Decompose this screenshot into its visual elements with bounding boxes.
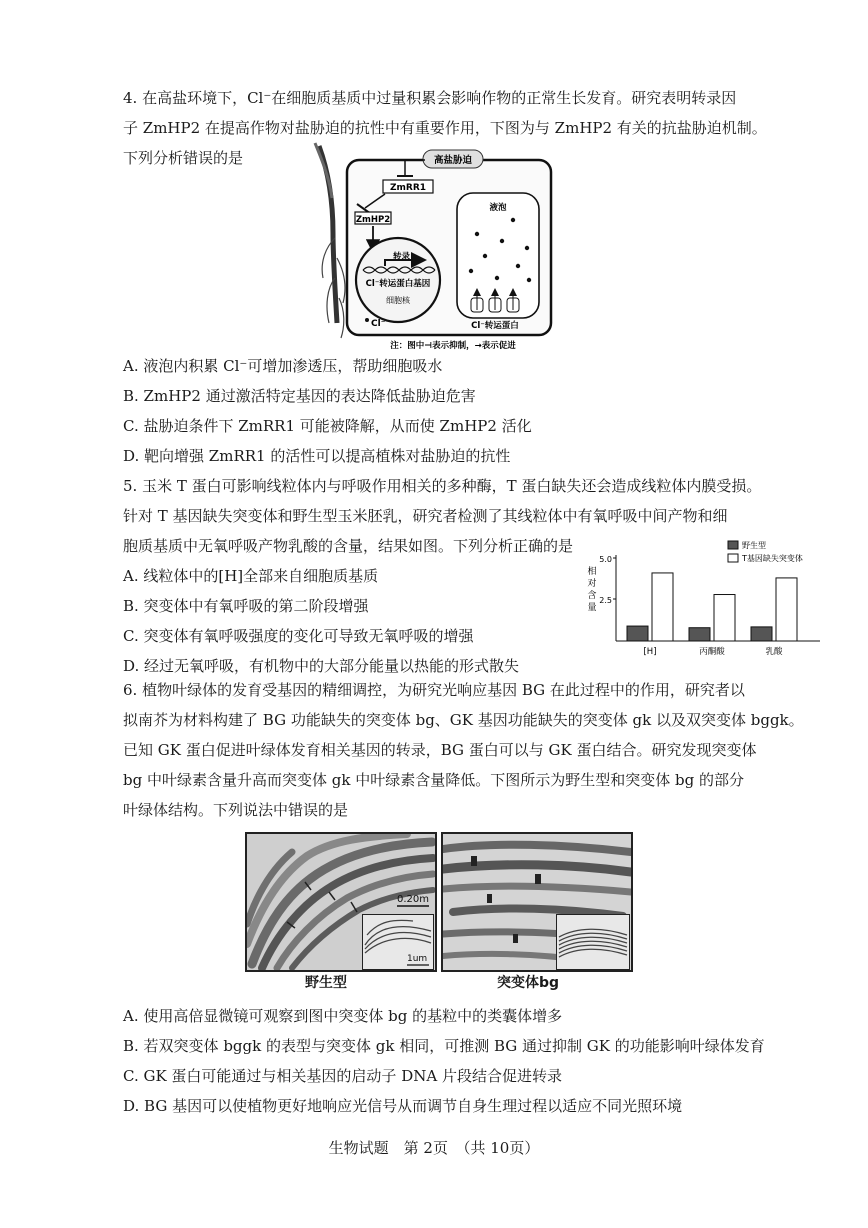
legend-label-0: 野生型 xyxy=(742,541,766,550)
page-footer: 生物试题 第 2页 （共 10页） xyxy=(328,1139,540,1157)
bar-0-0 xyxy=(627,626,648,641)
mutant-bg-micrograph xyxy=(441,832,633,972)
q6-option-d[interactable]: D. BG 基因可以使植物更好地响应光信号从而调节自身生理过程以适应不同光照环境 xyxy=(123,1097,683,1115)
legend-swatch-1 xyxy=(728,554,738,562)
transporter-label: Cl⁻转运蛋白 xyxy=(471,321,519,331)
respiration-bar-chart xyxy=(580,540,825,662)
q4-option-d[interactable]: D. 靶向增强 ZmRR1 的活性可以提高植株对盐胁迫的抗性 xyxy=(123,447,511,465)
q6-stem-line-5: 叶绿体结构。下列说法中错误的是 xyxy=(123,801,349,819)
ytick-top: 5.0 xyxy=(599,555,612,564)
zmrr1-label: ZmRR1 xyxy=(389,183,427,193)
y-label-char-3: 量 xyxy=(587,603,597,613)
q4-salt-stress-diagram xyxy=(305,138,555,353)
q6-stem-line-1: 6. 植物叶绿体的发育受基因的精细调控，为研究光响应基因 BG 在此过程中的作用，研究者以 xyxy=(123,681,745,699)
q6-option-a[interactable]: A. 使用高倍显微镜可观察到图中突变体 bg 的基粒中的类囊体增多 xyxy=(123,1007,563,1025)
q5-option-a[interactable]: A. 线粒体中的[H]全部来自细胞质基质 xyxy=(123,567,379,585)
y-label-char-2: 含 xyxy=(587,591,597,601)
diagram-note: 注：图中⊣表示抑制，→表示促进 xyxy=(390,341,516,351)
q5-option-d[interactable]: D. 经过无氧呼吸，有机物中的大部分能量以热能的形式散失 xyxy=(123,657,520,675)
zmhp2-label: ZmHP2 xyxy=(355,215,391,225)
bar-0-1 xyxy=(652,573,673,641)
y-label-char-1: 对 xyxy=(587,579,597,589)
mutant-bg-caption: 突变体bg xyxy=(497,975,560,991)
q4-option-b[interactable]: B. ZmHP2 通过激活特定基因的表达降低盐胁迫危害 xyxy=(123,387,476,405)
vacuole-label: 液泡 xyxy=(489,203,507,213)
bar-2-1 xyxy=(776,578,797,641)
x-tick-label-1: 丙酮酸 xyxy=(699,647,725,657)
legend-label-1: T基因缺失突变体 xyxy=(742,554,803,563)
q5-stem-line-2: 针对 T 基因缺失突变体和野生型玉米胚乳，研究者检测了其线粒体中有氧呼吸中间产物和细 xyxy=(123,507,728,525)
q5-stem-line-1: 5. 玉米 T 蛋白可影响线粒体内与呼吸作用相关的多种酶，T 蛋白缺失还会造成线粒体内膜受损。 xyxy=(123,477,762,495)
cytoplasm-cl-label: Cl⁻ xyxy=(371,319,386,329)
q5-option-b[interactable]: B. 突变体中有氧呼吸的第二阶段增强 xyxy=(123,597,369,615)
wild-type-micrograph xyxy=(245,832,437,972)
q4-stem-line-1: 4. 在高盐环境下，Cl⁻在细胞质基质中过量积累会影响作物的正常生长发育。研究表明转录因 xyxy=(123,89,737,107)
q6-option-c[interactable]: C. GK 蛋白可能通过与相关基因的启动子 DNA 片段结合促进转录 xyxy=(123,1067,562,1085)
high-salt-stress-label: 高盐胁迫 xyxy=(433,155,473,166)
seedling-icon xyxy=(315,143,345,338)
transporter-gene-label: Cl⁻转运蛋白基因 xyxy=(365,279,431,289)
q4-stem-line-2: 子 ZmHP2 在提高作物对盐胁迫的抗性中有重要作用，下图为与 ZmHP2 有关的抗盐胁迫机制。 xyxy=(123,119,767,137)
q4-option-a[interactable]: A. 液泡内积累 Cl⁻可增加渗透压，帮助细胞吸水 xyxy=(123,357,443,375)
nucleus-label: 细胞核 xyxy=(386,296,410,305)
wild-type-inset xyxy=(362,914,434,970)
wild-scale-main: 0.20m xyxy=(397,894,430,905)
y-label-char-0: 相 xyxy=(587,567,597,577)
bar-1-1 xyxy=(714,595,735,641)
x-tick-label-2: 乳酸 xyxy=(765,647,783,657)
q6-stem-line-2: 拟南芥为材料构建了 BG 功能缺失的突变体 bg、GK 基因功能缺失的突变体 gk 以及双突变体 bggk。 xyxy=(123,711,804,729)
mutant-bg-inset xyxy=(556,914,630,970)
bar-1-0 xyxy=(689,628,710,641)
q4-option-c[interactable]: C. 盐胁迫条件下 ZmRR1 可能被降解，从而使 ZmHP2 活化 xyxy=(123,417,532,435)
wild-type-caption: 野生型 xyxy=(305,975,347,991)
y-axis-label xyxy=(587,565,596,613)
bar-2-0 xyxy=(751,627,772,641)
transcribe-label: 转录 xyxy=(393,252,411,262)
wild-scale-inset: 1um xyxy=(407,954,428,964)
q6-stem-line-3: 已知 GK 蛋白促进叶绿体发育相关基因的转录，BG 蛋白可以与 GK 蛋白结合。研究发现突变体 xyxy=(123,741,757,759)
q6-option-b[interactable]: B. 若双突变体 bggk 的表型与突变体 gk 相同，可推测 BG 通过抑制 GK 的功能影响叶绿体发育 xyxy=(123,1037,765,1055)
legend-swatch-0 xyxy=(728,541,738,549)
ytick-mid: 2.5 xyxy=(599,596,612,605)
x-tick-label-0: [H] xyxy=(643,647,657,657)
q6-stem-line-4: bg 中叶绿素含量升高而突变体 gk 中叶绿素含量降低。下图所示为野生型和突变体 bg 的部分 xyxy=(123,771,744,789)
q4-stem-line-3: 下列分析错误的是 xyxy=(123,149,244,167)
q5-stem-line-3: 胞质基质中无氧呼吸产物乳酸的含量，结果如图。下列分析正确的是 xyxy=(123,537,574,555)
q5-option-c[interactable]: C. 突变体有氧呼吸强度的变化可导致无氧呼吸的增强 xyxy=(123,627,474,645)
